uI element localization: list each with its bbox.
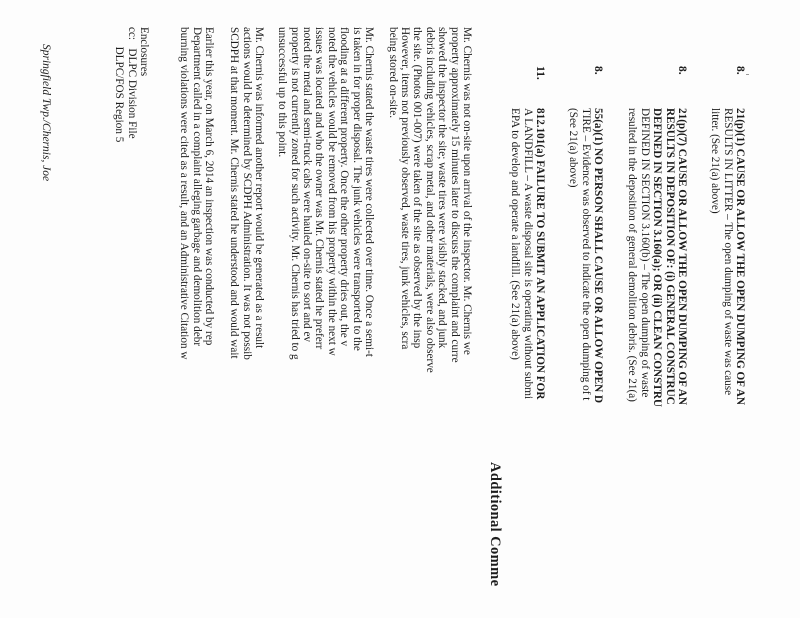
paragraph-line: being stored on-site. — [386, 27, 399, 119]
paragraph-line: Department called in a complaint alleging garbage and demolition debr — [190, 27, 203, 347]
paragraph-line: is taken in for proper disposal. The junk vehicles were transported to the — [350, 27, 363, 351]
item-heading: 812.101(a) FAILURE TO SUBMIT AN APPLICATION FOR — [534, 108, 546, 400]
item-heading: 21(p)(7) CAUSE OR ALLOW THE OPEN DUMPING OF AN — [676, 108, 688, 405]
enclosures-line: Enclosures — [138, 27, 150, 77]
paragraph-line: noted the vehicles would be removed from his property within the next w — [325, 27, 338, 356]
paragraph-line: burning violations were cited as a result, and an Administrative Citation w — [178, 27, 191, 360]
paragraph-line: issues was located and who the owner was Mr. Chernis stated he preferr — [313, 27, 326, 350]
item-line: RESULTS IN LITTER – The open dumping of waste was cause — [721, 108, 734, 396]
paragraph-line: showed the inspector the site; waste tires were visibly stacked, and junk — [436, 27, 449, 349]
paragraph-line: SCDPH at that moment. Mr. Chernis stated he understood and would wait — [228, 27, 241, 359]
violation-item — [567, 108, 604, 403]
paragraph-line: the site. (Photos 001-007) were taken of the site as observed by the insp — [411, 27, 424, 349]
item-line: DEFINED IN SECTION 3.160(b) – The open dumping of waste — [638, 108, 651, 398]
item-line: RESULTS IN DEPOSITION OF: (i) GENERAL CONSTRUC — [663, 108, 676, 405]
page-footer: Springfield Twp./Chernis, Joe — [40, 44, 52, 182]
item-line: A LANDFILL – A waste disposal site is operating without submi — [521, 108, 534, 400]
item-line: EPA to develop and operate a landfill. (See 21(a) above) — [509, 108, 522, 360]
item-number: 11. — [534, 66, 546, 80]
paragraph — [386, 27, 473, 373]
violation-item — [709, 108, 746, 405]
item-line: (See 21(a) above) — [567, 108, 580, 188]
paragraph-line: unsuccessful up to this point. — [276, 27, 289, 158]
item-number: 8. — [676, 66, 688, 75]
paragraph-line: noted the metal and semi-truck cabs were hauled on-site to sort and ev — [300, 27, 313, 343]
cc-line: DLPC/FOS Region 5 — [113, 27, 126, 143]
paragraph — [276, 27, 375, 360]
paragraph-line: actions would be determined by SCDPH Administration. It was not possib — [240, 27, 253, 360]
section-title: Additional Comme — [487, 462, 503, 587]
item-line: TIRE – Evidence was observed to indicate the open dumping of t — [579, 108, 592, 401]
violation-item — [626, 108, 688, 407]
paragraph-line: Earlier this year, on March 6, 2014 an inspection was conducted by rep — [203, 27, 215, 346]
paragraph — [178, 27, 215, 359]
paragraph — [228, 27, 265, 360]
item-heading: 21(p)(1) CAUSE OR ALLOW THE OPEN DUMPING OF AN — [734, 108, 746, 405]
paragraph-line: property approximately 15 minutes later to discuss the complaint and curre — [448, 27, 461, 363]
paragraph-line: Mr. Chernis stated the waste tires were collected over time. Once a semi-t — [363, 27, 375, 357]
item-line: litter. (See 21(a) above) — [709, 108, 722, 214]
scan-speck — [746, 74, 749, 75]
enclosures-block — [113, 27, 150, 142]
paragraph-line: However, items not previously observed, waste tires, junk vehicles, scra — [398, 27, 411, 350]
cc-line: cc: DLPC Division File — [125, 27, 138, 139]
item-number: 8. — [734, 66, 746, 75]
paragraph-line: Mr. Chernis was not on-site upon arrival of the inspector. Mr. Chernis we — [461, 27, 473, 355]
paragraph-line: flooding at a different property. Once the other property dries out, the v — [338, 27, 351, 347]
paragraph-line: Mr. Chernis was informed another report would be generated as a result — [253, 27, 265, 349]
paragraph-line: property is not currently zoned for such activity. Mr. Chernis has tried to g — [288, 27, 301, 360]
paragraph-line: debris including vehicles, scrap metal, and other materials, were also observe — [423, 27, 436, 373]
item-number: 8. — [592, 66, 604, 75]
item-line: DEFINED IN SECTION 3.160(a); OR (ii) CLEAN CONSTRU — [651, 108, 664, 407]
violation-item — [509, 108, 546, 399]
item-heading: 55(a)(1) NO PERSON SHALL CAUSE OR ALLOW OPEN D — [592, 108, 604, 404]
item-line: resulted in the deposition of general demolition debris. (See 21(a) — [626, 108, 639, 402]
